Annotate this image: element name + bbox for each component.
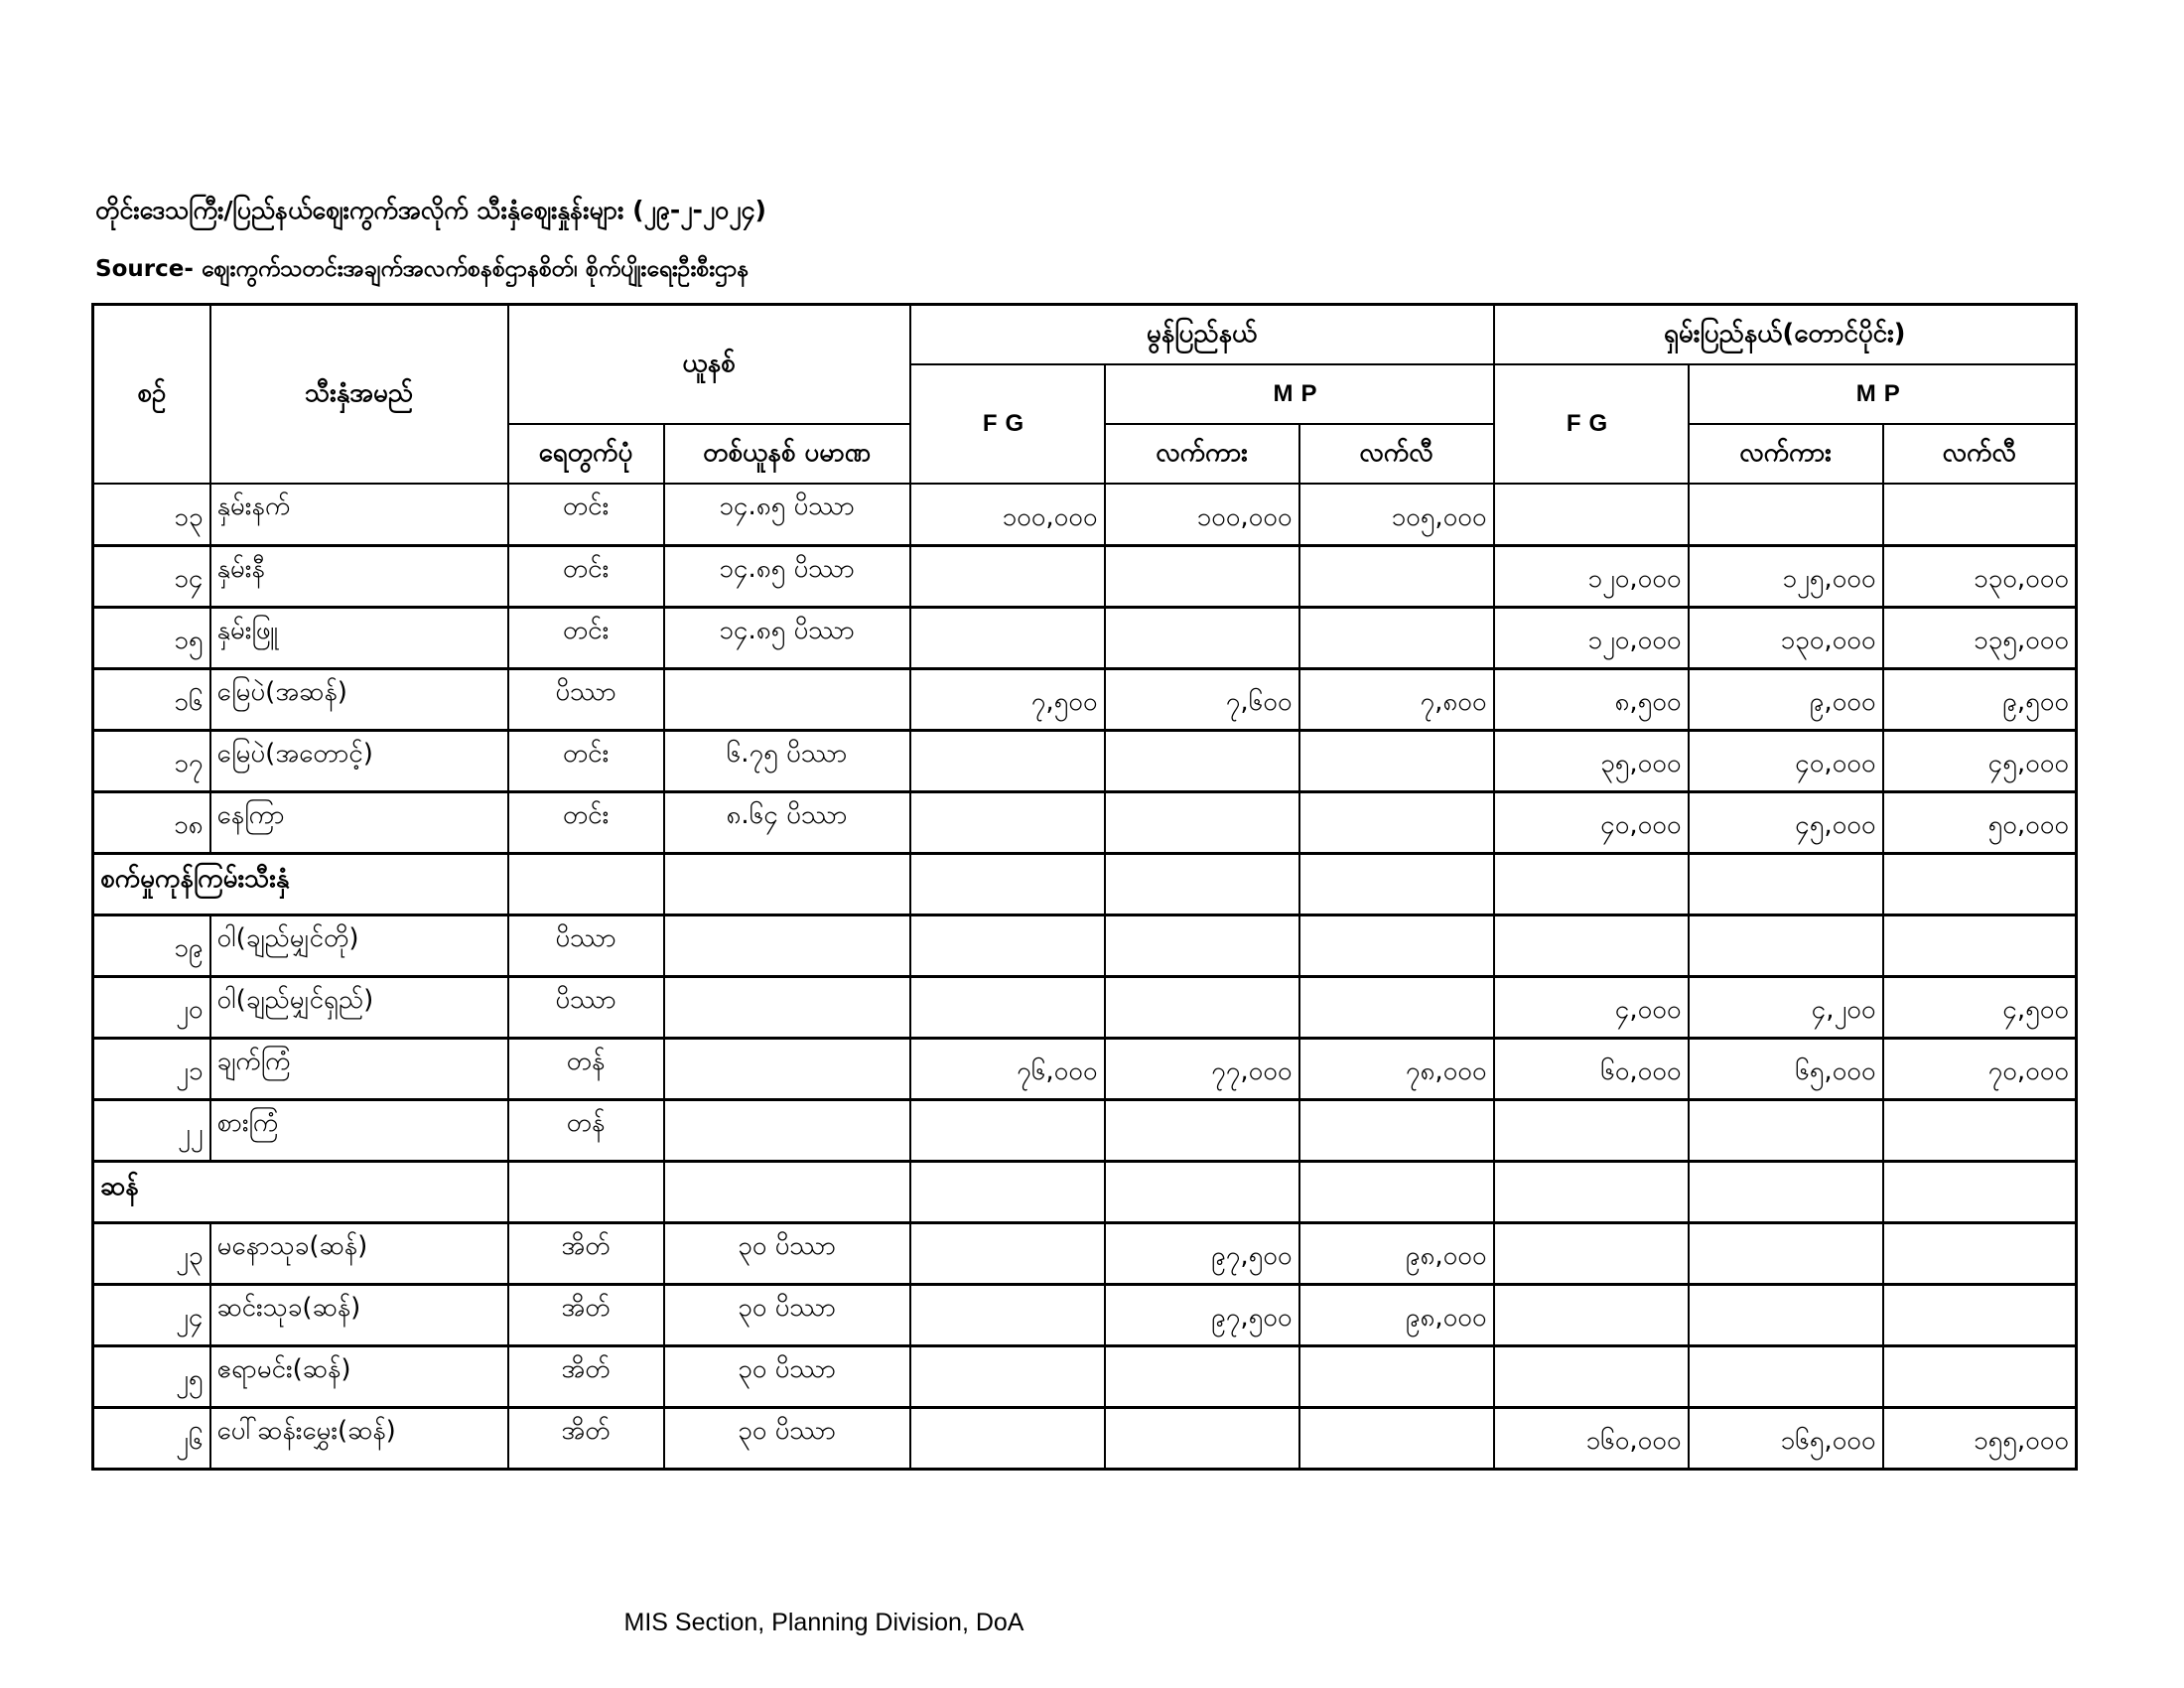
table-row	[93, 1345, 2077, 1407]
unit-market: အိတ်	[508, 1407, 664, 1469]
shan-retail-price	[1883, 1099, 2077, 1161]
shan-fg-price	[1494, 484, 1689, 545]
unit-market: တန်	[508, 1099, 664, 1161]
shan-retail-price: ၁၃၅,၀၀၀	[1883, 607, 2077, 668]
shan-retail-price	[1883, 1284, 2077, 1345]
footer-note: MIS Section, Planning Division, DoA	[623, 1609, 1024, 1636]
mon-wholesale-price	[1105, 1099, 1299, 1161]
table-row	[93, 668, 2077, 730]
unit-market: တန်	[508, 1038, 664, 1099]
row-number: ၂၆	[93, 1407, 210, 1469]
header-mon-mp: MP	[1105, 364, 1494, 424]
crop-name: နေကြာ	[210, 791, 508, 853]
shan-wholesale-price	[1689, 1284, 1883, 1345]
table-row	[93, 730, 2077, 791]
table-row	[93, 484, 2077, 545]
unit-market: အိတ်	[508, 1284, 664, 1345]
unit-weight: ၃၀ ပိဿာ	[664, 1222, 910, 1284]
shan-retail-price: ၉,၅၀၀	[1883, 668, 2077, 730]
table-row	[93, 1407, 2077, 1469]
header-region-shan: ရှမ်းပြည်နယ်(တောင်ပိုင်း)	[1494, 305, 2077, 365]
shan-retail-price: ၅၀,၀၀၀	[1883, 791, 2077, 853]
mon-fg-price	[910, 607, 1105, 668]
shan-fg-price: ၃၅,၀၀၀	[1494, 730, 1689, 791]
shan-wholesale-price	[1689, 484, 1883, 545]
price-table	[91, 303, 2078, 1471]
header-shan-wholesale: လက်ကား	[1689, 424, 1883, 484]
unit-weight	[664, 976, 910, 1038]
page-title: တိုင်းဒေသကြီး/ပြည်နယ်ဈေးကွက်အလိုက် သီးနှံဈေးနှုန်းများ (၂၉-၂-၂၀၂၄)	[95, 196, 766, 224]
mon-retail-price: ၇၈,၀၀၀	[1299, 1038, 1494, 1099]
shan-wholesale-price	[1689, 1222, 1883, 1284]
mon-fg-price	[910, 730, 1105, 791]
unit-weight	[664, 1038, 910, 1099]
unit-weight	[664, 1099, 910, 1161]
header-crop: သီးနှံအမည်	[210, 305, 508, 485]
shan-fg-price	[1494, 1345, 1689, 1407]
header-region-mon: မွန်ပြည်နယ်	[910, 305, 1494, 365]
mon-wholesale-price	[1105, 976, 1299, 1038]
mon-fg-price	[910, 1407, 1105, 1469]
shan-fg-price	[1494, 1284, 1689, 1345]
shan-fg-price	[1494, 1099, 1689, 1161]
unit-market: ပိဿာ	[508, 914, 664, 976]
shan-retail-price: ၄၅,၀၀၀	[1883, 730, 2077, 791]
mon-retail-price	[1299, 791, 1494, 853]
mon-wholesale-price	[1105, 1345, 1299, 1407]
header-unit: ယူနစ်	[508, 305, 910, 425]
shan-retail-price	[1883, 1222, 2077, 1284]
unit-weight: ၁၄.၈၅ ပိဿာ	[664, 545, 910, 607]
mon-fg-price	[910, 976, 1105, 1038]
mon-retail-price: ၉၈,၀၀၀	[1299, 1284, 1494, 1345]
mon-fg-price	[910, 1345, 1105, 1407]
mon-wholesale-price: ၁၀၀,၀၀၀	[1105, 484, 1299, 545]
table-row	[93, 607, 2077, 668]
shan-retail-price: ၄,၅၀၀	[1883, 976, 2077, 1038]
unit-market: တင်း	[508, 607, 664, 668]
row-number: ၁၇	[93, 730, 210, 791]
shan-fg-price: ၁၆၀,၀၀၀	[1494, 1407, 1689, 1469]
unit-market: တင်း	[508, 545, 664, 607]
row-number: ၂၅	[93, 1345, 210, 1407]
shan-fg-price: ၄၀,၀၀၀	[1494, 791, 1689, 853]
unit-market: ပိဿာ	[508, 976, 664, 1038]
table-row	[93, 976, 2077, 1038]
empty-cell	[1105, 853, 1299, 914]
unit-weight: ၃၀ ပိဿာ	[664, 1345, 910, 1407]
mon-wholesale-price	[1105, 791, 1299, 853]
shan-wholesale-price: ၁၃၀,၀၀၀	[1689, 607, 1883, 668]
shan-retail-price	[1883, 1345, 2077, 1407]
shan-wholesale-price: ၄၀,၀၀၀	[1689, 730, 1883, 791]
crop-name: ဆင်းသုခ(ဆန်)	[210, 1284, 508, 1345]
empty-cell	[1105, 1161, 1299, 1222]
shan-retail-price: ၁၃၀,၀၀၀	[1883, 545, 2077, 607]
unit-market: အိတ်	[508, 1222, 664, 1284]
mon-fg-price	[910, 545, 1105, 607]
unit-market: ပိဿာ	[508, 668, 664, 730]
shan-fg-price: ၄,၀၀၀	[1494, 976, 1689, 1038]
empty-cell	[1299, 1161, 1494, 1222]
unit-market: တင်း	[508, 484, 664, 545]
mon-wholesale-price: ၇,၆၀၀	[1105, 668, 1299, 730]
crop-name: ဝါ(ချည်မျှင်ရှည်)	[210, 976, 508, 1038]
table-row	[93, 1222, 2077, 1284]
row-number: ၂၃	[93, 1222, 210, 1284]
header-shan-retail: လက်လီ	[1883, 424, 2077, 484]
empty-cell	[1883, 853, 2077, 914]
header-shan-fg: FG	[1494, 364, 1689, 484]
table-body	[93, 484, 2077, 1469]
shan-wholesale-price: ၁၂၅,၀၀၀	[1689, 545, 1883, 607]
table-row	[93, 1038, 2077, 1099]
shan-fg-price: ၁၂၀,၀၀၀	[1494, 607, 1689, 668]
empty-cell	[1299, 853, 1494, 914]
empty-cell	[1883, 1161, 2077, 1222]
mon-fg-price: ၇,၅၀၀	[910, 668, 1105, 730]
crop-name: နှမ်းနက်	[210, 484, 508, 545]
unit-weight	[664, 914, 910, 976]
mon-wholesale-price: ၇၇,၀၀၀	[1105, 1038, 1299, 1099]
shan-wholesale-price	[1689, 1099, 1883, 1161]
crop-name: ဧရာမင်း(ဆန်)	[210, 1345, 508, 1407]
mon-fg-price: ၁၀၀,၀၀၀	[910, 484, 1105, 545]
unit-market: အိတ်	[508, 1345, 664, 1407]
empty-cell	[1494, 853, 1689, 914]
row-number: ၁၈	[93, 791, 210, 853]
mon-retail-price	[1299, 545, 1494, 607]
header-sr: စဉ်	[93, 305, 210, 485]
crop-name: ချက်ကြံ	[210, 1038, 508, 1099]
header-shan-mp: MP	[1689, 364, 2077, 424]
section-title: ဆန်	[93, 1161, 508, 1222]
mon-wholesale-price	[1105, 730, 1299, 791]
mon-retail-price	[1299, 976, 1494, 1038]
table-row	[93, 1099, 2077, 1161]
mon-retail-price: ၉၈,၀၀၀	[1299, 1222, 1494, 1284]
unit-weight: ၃၀ ပိဿာ	[664, 1284, 910, 1345]
row-number: ၁၆	[93, 668, 210, 730]
header-unit-market: ရေတွက်ပုံ	[508, 424, 664, 484]
empty-cell	[910, 853, 1105, 914]
mon-wholesale-price	[1105, 607, 1299, 668]
empty-cell	[1494, 1161, 1689, 1222]
crop-name: စားကြံ	[210, 1099, 508, 1161]
shan-wholesale-price	[1689, 1345, 1883, 1407]
crop-name: မြေပဲ(အဆန်)	[210, 668, 508, 730]
row-number: ၁၉	[93, 914, 210, 976]
header-mon-retail: လက်လီ	[1299, 424, 1494, 484]
shan-wholesale-price: ၁၆၅,၀၀၀	[1689, 1407, 1883, 1469]
unit-weight	[664, 668, 910, 730]
unit-weight: ၆.၇၅ ပိဿာ	[664, 730, 910, 791]
empty-cell	[1689, 853, 1883, 914]
shan-wholesale-price: ၉,၀၀၀	[1689, 668, 1883, 730]
header-unit-weight: တစ်ယူနစ် ပမာဏ	[664, 424, 910, 484]
header-mon-fg: FG	[910, 364, 1105, 484]
shan-fg-price: ၈,၅၀၀	[1494, 668, 1689, 730]
mon-retail-price	[1299, 1345, 1494, 1407]
crop-name: မြေပဲ(အတောင့်)	[210, 730, 508, 791]
section-title: စက်မှုကုန်ကြမ်းသီးနှံ	[93, 853, 508, 914]
row-number: ၂၄	[93, 1284, 210, 1345]
mon-fg-price	[910, 1099, 1105, 1161]
shan-retail-price: ၁၅၅,၀၀၀	[1883, 1407, 2077, 1469]
row-number: ၂၀	[93, 976, 210, 1038]
shan-fg-price: ၆၀,၀၀၀	[1494, 1038, 1689, 1099]
shan-retail-price	[1883, 484, 2077, 545]
shan-retail-price	[1883, 914, 2077, 976]
mon-retail-price	[1299, 914, 1494, 976]
table-row	[93, 545, 2077, 607]
mon-retail-price	[1299, 1099, 1494, 1161]
row-number: ၁၄	[93, 545, 210, 607]
header-mon-wholesale: လက်ကား	[1105, 424, 1299, 484]
mon-wholesale-price	[1105, 1407, 1299, 1469]
shan-wholesale-price: ၄၅,၀၀၀	[1689, 791, 1883, 853]
empty-cell	[910, 1161, 1105, 1222]
shan-wholesale-price: ၄,၂၀၀	[1689, 976, 1883, 1038]
empty-cell	[1689, 1161, 1883, 1222]
row-number: ၂၂	[93, 1099, 210, 1161]
mon-wholesale-price	[1105, 545, 1299, 607]
unit-weight: ၈.၆၄ ပိဿာ	[664, 791, 910, 853]
unit-market: တင်း	[508, 791, 664, 853]
mon-wholesale-price	[1105, 914, 1299, 976]
table-row	[93, 914, 2077, 976]
mon-wholesale-price: ၉၇,၅၀၀	[1105, 1222, 1299, 1284]
shan-fg-price: ၁၂၀,၀၀၀	[1494, 545, 1689, 607]
mon-retail-price	[1299, 730, 1494, 791]
mon-fg-price	[910, 1222, 1105, 1284]
shan-fg-price	[1494, 914, 1689, 976]
crop-name: ပေါ်ဆန်းမွှေး(ဆန်)	[210, 1407, 508, 1469]
crop-name: နှမ်းဖြူ	[210, 607, 508, 668]
mon-retail-price	[1299, 607, 1494, 668]
mon-retail-price	[1299, 1407, 1494, 1469]
mon-fg-price	[910, 1284, 1105, 1345]
table-row	[93, 791, 2077, 853]
empty-cell	[664, 853, 910, 914]
crop-name: နှမ်းနီ	[210, 545, 508, 607]
unit-weight: ၃၀ ပိဿာ	[664, 1407, 910, 1469]
section-row	[93, 1161, 2077, 1222]
shan-wholesale-price	[1689, 914, 1883, 976]
crop-name: မနောသုခ(ဆန်)	[210, 1222, 508, 1284]
row-number: ၁၅	[93, 607, 210, 668]
mon-wholesale-price: ၉၇,၅၀၀	[1105, 1284, 1299, 1345]
unit-weight: ၁၄.၈၅ ပိဿာ	[664, 484, 910, 545]
mon-retail-price: ၁၀၅,၀၀၀	[1299, 484, 1494, 545]
mon-fg-price	[910, 914, 1105, 976]
row-number: ၁၃	[93, 484, 210, 545]
empty-cell	[508, 853, 664, 914]
shan-fg-price	[1494, 1222, 1689, 1284]
unit-market: တင်း	[508, 730, 664, 791]
mon-fg-price: ၇၆,၀၀၀	[910, 1038, 1105, 1099]
empty-cell	[664, 1161, 910, 1222]
unit-weight: ၁၄.၈၅ ပိဿာ	[664, 607, 910, 668]
shan-retail-price: ၇၀,၀၀၀	[1883, 1038, 2077, 1099]
shan-wholesale-price: ၆၅,၀၀၀	[1689, 1038, 1883, 1099]
empty-cell	[508, 1161, 664, 1222]
mon-fg-price	[910, 791, 1105, 853]
crop-name: ဝါ(ချည်မျှင်တို)	[210, 914, 508, 976]
source-note: Source- ဈေးကွက်သတင်းအချက်အလက်စနစ်ဌာနစိတ်၊ စိုက်ပျိုးရေးဦးစီးဌာန	[95, 256, 750, 282]
table-row	[93, 1284, 2077, 1345]
section-row	[93, 853, 2077, 914]
row-number: ၂၁	[93, 1038, 210, 1099]
mon-retail-price: ၇,၈၀၀	[1299, 668, 1494, 730]
